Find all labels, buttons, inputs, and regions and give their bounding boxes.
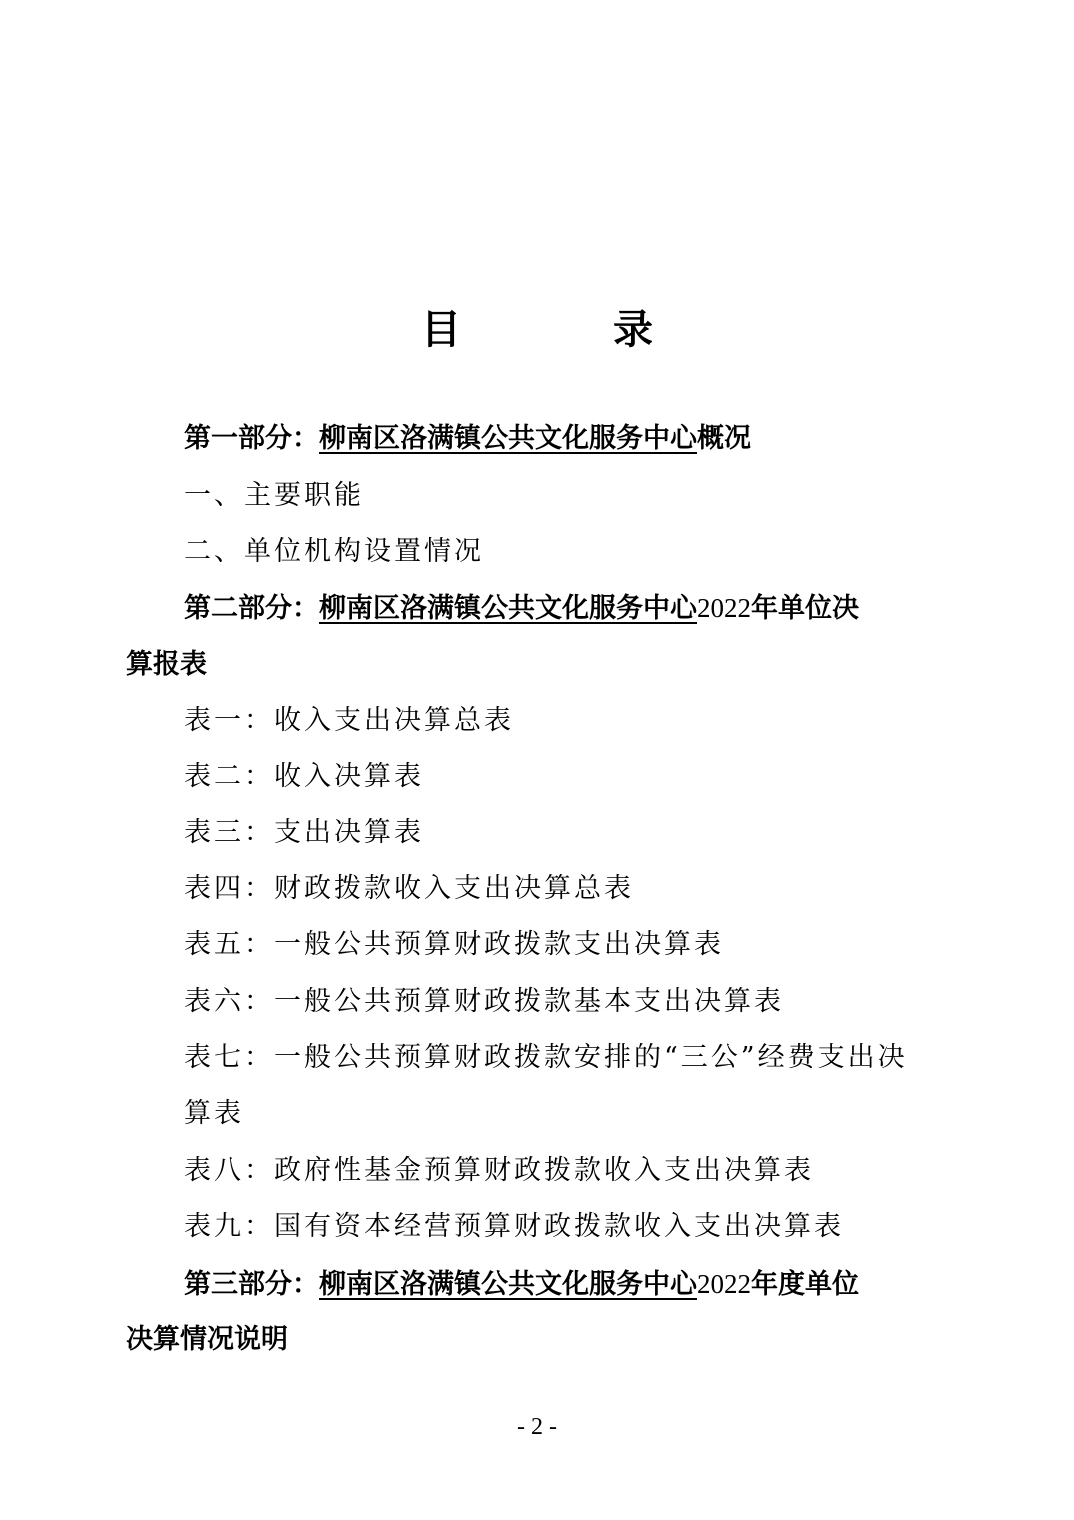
toc-part2-suffix: 年单位决 bbox=[751, 593, 859, 624]
toc-part2-org: 柳南区洛满镇公共文化服务中心 bbox=[319, 593, 697, 624]
toc-part2-heading[interactable] bbox=[184, 588, 859, 629]
page-number: - 2 - bbox=[517, 1414, 557, 1440]
toc-part2-heading-cont[interactable]: 算报表 bbox=[126, 649, 207, 680]
toc-table-9[interactable]: 表九：国有资本经营预算财政拨款收入支出决算表 bbox=[184, 1211, 844, 1242]
toc-part3-org: 柳南区洛满镇公共文化服务中心 bbox=[319, 1269, 697, 1300]
toc-table-7[interactable]: 表七：一般公共预算财政拨款安排的“三公”经费支出决 bbox=[184, 1042, 908, 1073]
toc-table-3[interactable]: 表三：支出决算表 bbox=[184, 817, 424, 848]
toc-item-main-functions[interactable]: 一、主要职能 bbox=[184, 480, 364, 511]
toc-part1-suffix: 概况 bbox=[697, 423, 751, 454]
toc-part1-heading[interactable] bbox=[184, 419, 751, 459]
toc-table-4[interactable]: 表四：财政拨款收入支出决算总表 bbox=[184, 873, 634, 904]
toc-item-org-structure[interactable]: 二、单位机构设置情况 bbox=[184, 536, 484, 567]
toc-part1-prefix: 第一部分： bbox=[184, 423, 319, 454]
toc-table-5[interactable]: 表五：一般公共预算财政拨款支出决算表 bbox=[184, 929, 724, 960]
toc-table-2[interactable]: 表二：收入决算表 bbox=[184, 761, 424, 792]
toc-table-6[interactable]: 表六：一般公共预算财政拨款基本支出决算表 bbox=[184, 986, 784, 1017]
toc-part3-heading-cont[interactable]: 决算情况说明 bbox=[126, 1324, 288, 1355]
toc-part3-suffix: 年度单位 bbox=[751, 1269, 859, 1300]
toc-part2-prefix: 第二部分： bbox=[184, 593, 319, 624]
toc-part2-year: 2022 bbox=[697, 593, 751, 623]
toc-part3-heading[interactable] bbox=[184, 1264, 859, 1305]
toc-table-8[interactable]: 表八：政府性基金预算财政拨款收入支出决算表 bbox=[184, 1155, 814, 1186]
toc-part3-prefix: 第三部分： bbox=[184, 1269, 319, 1300]
toc-title: 目 录 bbox=[421, 307, 709, 353]
toc-table-7-cont[interactable]: 算表 bbox=[184, 1098, 244, 1129]
toc-table-1[interactable]: 表一：收入支出决算总表 bbox=[184, 705, 514, 736]
toc-part1-org: 柳南区洛满镇公共文化服务中心 bbox=[319, 423, 697, 454]
toc-part3-year: 2022 bbox=[697, 1269, 751, 1299]
